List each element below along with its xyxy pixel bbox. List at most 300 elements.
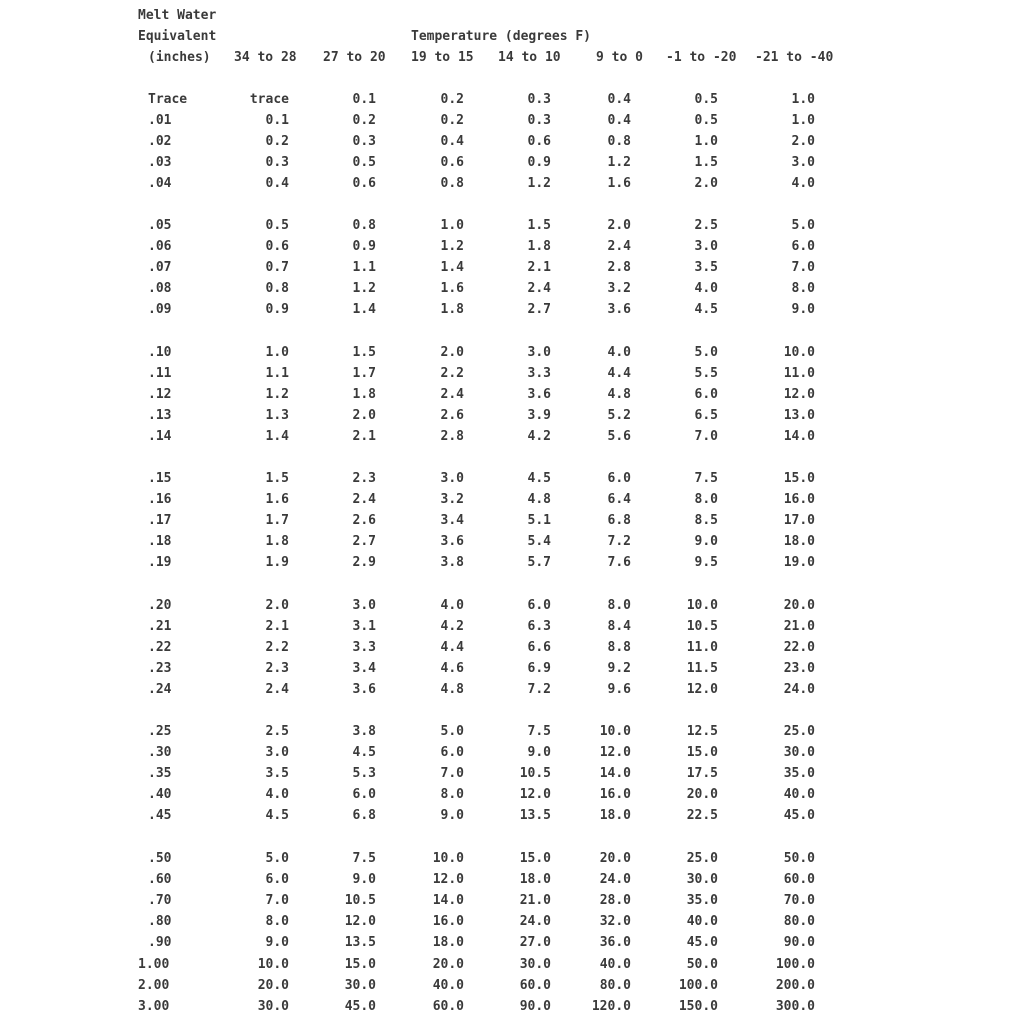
- table-cell: 1.0: [694, 134, 718, 150]
- table-cell: 8.0: [440, 787, 464, 803]
- table-cell: 1.2: [527, 176, 551, 192]
- table-cell: 0.5: [694, 92, 718, 107]
- row-label: 2.00: [138, 977, 170, 993]
- table-cell: 2.7: [527, 302, 551, 318]
- table-cell: 24.0: [783, 682, 815, 698]
- column-header: 27 to 20: [323, 50, 386, 65]
- table-cell: 25.0: [686, 851, 718, 866]
- table-cell: 8.8: [607, 640, 631, 656]
- table-cell: 9.0: [791, 302, 815, 318]
- table-cell: 2.5: [265, 724, 289, 739]
- header-equivalent: Equivalent: [138, 29, 217, 44]
- table-cell: 28.0: [599, 893, 631, 909]
- table-cell: 90.0: [519, 998, 551, 1014]
- table-cell: 2.2: [265, 640, 289, 656]
- row-label: .17: [148, 513, 172, 529]
- table-cell: 0.5: [694, 113, 718, 129]
- table-cell: 27.0: [519, 935, 551, 951]
- table-cell: 30.0: [257, 998, 289, 1014]
- table-cell: 0.4: [265, 176, 289, 192]
- table-cell: 2.2: [440, 366, 464, 382]
- table-cell: 4.0: [791, 176, 815, 192]
- table-cell: 60.0: [519, 977, 551, 993]
- table-cell: 1.1: [265, 366, 289, 382]
- table-cell: 0.6: [527, 134, 551, 150]
- table-cell: 1.0: [440, 218, 464, 233]
- table-cell: 5.0: [440, 724, 464, 739]
- table-cell: 2.6: [352, 513, 376, 529]
- header-melt-water: Melt Water: [138, 8, 217, 23]
- table-cell: 0.6: [440, 155, 464, 171]
- table-cell: 200.0: [775, 977, 815, 993]
- table-cell: 6.0: [607, 471, 631, 486]
- table-cell: 4.2: [527, 429, 551, 445]
- table-cell: 1.2: [440, 239, 464, 255]
- table-cell: 24.0: [519, 914, 551, 930]
- row-label: .70: [148, 893, 172, 909]
- row-label: .18: [148, 534, 172, 550]
- row-label: .15: [148, 471, 172, 486]
- table-cell: 11.0: [686, 640, 718, 656]
- table-cell: 3.5: [265, 766, 289, 782]
- table-cell: 0.4: [607, 92, 631, 107]
- table-cell: 30.0: [519, 956, 551, 972]
- table-cell: 3.0: [265, 745, 289, 761]
- table-cell: 4.4: [607, 366, 631, 382]
- table-cell: 12.5: [686, 724, 718, 739]
- table-cell: 4.5: [265, 808, 289, 824]
- table-cell: 4.0: [265, 787, 289, 803]
- row-label: .12: [148, 387, 172, 403]
- table-cell: 7.0: [791, 260, 815, 276]
- table-cell: 6.8: [352, 808, 376, 824]
- row-label: .10: [148, 345, 172, 360]
- table-cell: 1.9: [265, 555, 289, 571]
- table-cell: 4.0: [694, 281, 718, 297]
- table-cell: 3.3: [352, 640, 376, 656]
- row-label: .20: [148, 598, 172, 613]
- table-cell: 9.0: [527, 745, 551, 761]
- table-cell: 36.0: [599, 935, 631, 951]
- table-cell: 0.2: [352, 113, 376, 129]
- table-cell: 1.2: [607, 155, 631, 171]
- table-cell: 2.0: [694, 176, 718, 192]
- table-cell: 5.5: [694, 366, 718, 382]
- table-cell: 15.0: [519, 851, 551, 866]
- row-label: .09: [148, 302, 172, 318]
- table-cell: 11.0: [783, 366, 815, 382]
- table-cell: 1.8: [265, 534, 289, 550]
- table-cell: 12.0: [783, 387, 815, 403]
- row-label: .07: [148, 260, 172, 276]
- table-cell: 0.2: [440, 92, 464, 107]
- table-cell: 14.0: [599, 766, 631, 782]
- table-cell: 2.0: [791, 134, 815, 150]
- table-cell: 2.8: [440, 429, 464, 445]
- table-cell: 0.9: [352, 239, 376, 255]
- table-cell: 9.2: [607, 661, 631, 677]
- table-cell: 7.5: [694, 471, 718, 486]
- table-cell: 25.0: [783, 724, 815, 739]
- table-cell: 2.4: [352, 492, 376, 508]
- table-cell: 0.8: [265, 281, 289, 297]
- table-cell: 2.6: [440, 408, 464, 424]
- column-header: -21 to -40: [755, 50, 834, 65]
- table-cell: 3.6: [607, 302, 631, 318]
- table-cell: 0.3: [352, 134, 376, 150]
- table-cell: 1.0: [791, 92, 815, 107]
- row-label: .11: [148, 366, 172, 382]
- table-cell: 7.5: [352, 851, 376, 866]
- table-cell: 22.5: [686, 808, 718, 824]
- table-cell: 80.0: [783, 914, 815, 930]
- row-label: .23: [148, 661, 172, 677]
- table-cell: 14.0: [432, 893, 464, 909]
- table-cell: 6.0: [527, 598, 551, 613]
- table-cell: 6.0: [694, 387, 718, 403]
- table-cell: 5.2: [607, 408, 631, 424]
- table-cell: 5.1: [527, 513, 551, 529]
- table-cell: 3.0: [440, 471, 464, 486]
- table-cell: 3.2: [440, 492, 464, 508]
- table-cell: 3.8: [440, 555, 464, 571]
- row-label: .13: [148, 408, 172, 424]
- table-cell: 6.0: [440, 745, 464, 761]
- table-cell: 3.4: [440, 513, 464, 529]
- table-cell: 4.5: [527, 471, 551, 486]
- table-cell: 7.6: [607, 555, 631, 571]
- table-cell: 2.4: [527, 281, 551, 297]
- table-cell: 13.5: [519, 808, 551, 824]
- row-label: 3.00: [138, 998, 170, 1014]
- table-cell: 1.4: [440, 260, 464, 276]
- column-header: 9 to 0: [596, 50, 643, 65]
- table-cell: 2.0: [352, 408, 376, 424]
- table-cell: 9.6: [607, 682, 631, 698]
- table-cell: 7.0: [265, 893, 289, 909]
- table-cell: 1.8: [527, 239, 551, 255]
- table-cell: 2.1: [527, 260, 551, 276]
- table-cell: 70.0: [783, 893, 815, 909]
- table-cell: 30.0: [344, 977, 376, 993]
- table-cell: 7.2: [607, 534, 631, 550]
- table-cell: 12.0: [686, 682, 718, 698]
- table-cell: 18.0: [519, 872, 551, 888]
- table-cell: 7.5: [527, 724, 551, 739]
- table-cell: 10.5: [686, 619, 718, 635]
- table-cell: 20.0: [686, 787, 718, 803]
- row-label: .40: [148, 787, 172, 803]
- table-cell: 2.0: [607, 218, 631, 233]
- table-cell: 3.0: [527, 345, 551, 360]
- table-cell: 10.0: [686, 598, 718, 613]
- table-cell: 17.5: [686, 766, 718, 782]
- table-cell: 4.5: [694, 302, 718, 318]
- table-cell: 1.3: [265, 408, 289, 424]
- table-cell: 0.3: [265, 155, 289, 171]
- table-cell: 2.9: [352, 555, 376, 571]
- table-cell: 0.3: [527, 92, 551, 107]
- table-cell: 6.4: [607, 492, 631, 508]
- table-cell: 0.6: [265, 239, 289, 255]
- table-cell: 1.7: [352, 366, 376, 382]
- table-cell: 3.6: [527, 387, 551, 403]
- table-cell: 80.0: [599, 977, 631, 993]
- table-cell: 1.6: [265, 492, 289, 508]
- table-cell: 9.0: [265, 935, 289, 951]
- table-cell: 23.0: [783, 661, 815, 677]
- table-cell: 1.8: [440, 302, 464, 318]
- row-label: .21: [148, 619, 172, 635]
- table-cell: 4.0: [607, 345, 631, 360]
- table-cell: 40.0: [783, 787, 815, 803]
- table-cell: 0.2: [265, 134, 289, 150]
- table-cell: 0.8: [607, 134, 631, 150]
- table-cell: 2.3: [265, 661, 289, 677]
- table-cell: 19.0: [783, 555, 815, 571]
- row-label: 1.00: [138, 956, 170, 972]
- table-cell: 3.0: [791, 155, 815, 171]
- table-cell: 90.0: [783, 935, 815, 951]
- table-cell: 1.5: [694, 155, 718, 171]
- table-cell: 6.8: [607, 513, 631, 529]
- table-cell: 3.1: [352, 619, 376, 635]
- table-cell: 2.4: [607, 239, 631, 255]
- table-cell: 1.0: [791, 113, 815, 129]
- table-cell: 10.5: [344, 893, 376, 909]
- table-cell: 1.0: [265, 345, 289, 360]
- header-temperature-title: Temperature (degrees F): [411, 29, 592, 44]
- table-cell: 8.5: [694, 513, 718, 529]
- table-cell: 0.6: [352, 176, 376, 192]
- row-label: .08: [148, 281, 172, 297]
- table-cell: 13.5: [344, 935, 376, 951]
- table-cell: 40.0: [599, 956, 631, 972]
- table-cell: 2.5: [694, 218, 718, 233]
- table-cell: 8.0: [265, 914, 289, 930]
- table-cell: 4.5: [352, 745, 376, 761]
- header-units: (inches): [148, 50, 211, 65]
- table-cell: 2.4: [265, 682, 289, 698]
- row-label: .01: [148, 113, 172, 129]
- table-cell: 45.0: [783, 808, 815, 824]
- table-cell: 45.0: [686, 935, 718, 951]
- row-label: .06: [148, 239, 172, 255]
- table-cell: 8.0: [791, 281, 815, 297]
- table-cell: 100.0: [678, 977, 718, 993]
- table-cell: 1.2: [265, 387, 289, 403]
- table-cell: trace: [249, 92, 289, 107]
- table-cell: 21.0: [783, 619, 815, 635]
- row-label: .90: [148, 935, 172, 951]
- table-cell: 5.0: [694, 345, 718, 360]
- table-cell: 40.0: [686, 914, 718, 930]
- table-cell: 60.0: [432, 998, 464, 1014]
- column-header: 34 to 28: [234, 50, 297, 65]
- table-cell: 5.4: [527, 534, 551, 550]
- table-cell: 5.0: [265, 851, 289, 866]
- table-cell: 0.4: [440, 134, 464, 150]
- table-cell: 0.2: [440, 113, 464, 129]
- table-cell: 16.0: [599, 787, 631, 803]
- table-cell: 5.3: [352, 766, 376, 782]
- table-cell: 18.0: [783, 534, 815, 550]
- table-cell: 10.0: [599, 724, 631, 739]
- table-cell: 2.1: [265, 619, 289, 635]
- row-label: .14: [148, 429, 172, 445]
- table-cell: 300.0: [775, 998, 815, 1014]
- table-cell: 6.6: [527, 640, 551, 656]
- table-cell: 14.0: [783, 429, 815, 445]
- table-cell: 1.2: [352, 281, 376, 297]
- table-cell: 7.0: [694, 429, 718, 445]
- table-cell: 3.6: [440, 534, 464, 550]
- table-cell: 30.0: [686, 872, 718, 888]
- table-cell: 7.0: [440, 766, 464, 782]
- table-cell: 2.7: [352, 534, 376, 550]
- table-cell: 3.3: [527, 366, 551, 382]
- table-cell: 16.0: [432, 914, 464, 930]
- table-cell: 9.0: [694, 534, 718, 550]
- table-cell: 18.0: [599, 808, 631, 824]
- table-cell: 3.5: [694, 260, 718, 276]
- table-cell: 0.5: [265, 218, 289, 233]
- row-label: .02: [148, 134, 172, 150]
- table-cell: 10.5: [519, 766, 551, 782]
- row-label: .30: [148, 745, 172, 761]
- table-cell: 21.0: [519, 893, 551, 909]
- table-cell: 0.7: [265, 260, 289, 276]
- table-cell: 2.0: [440, 345, 464, 360]
- table-cell: 3.2: [607, 281, 631, 297]
- row-label: .16: [148, 492, 172, 508]
- table-cell: 2.4: [440, 387, 464, 403]
- table-cell: 17.0: [783, 513, 815, 529]
- table-cell: 12.0: [599, 745, 631, 761]
- table-cell: 15.0: [686, 745, 718, 761]
- row-label: .04: [148, 176, 172, 192]
- table-cell: 60.0: [783, 872, 815, 888]
- table-cell: 8.0: [607, 598, 631, 613]
- table-cell: 4.8: [607, 387, 631, 403]
- table-cell: 2.8: [607, 260, 631, 276]
- table-cell: 3.6: [352, 682, 376, 698]
- table-cell: 12.0: [344, 914, 376, 930]
- table-cell: 10.0: [432, 851, 464, 866]
- table-cell: 4.6: [440, 661, 464, 677]
- table-cell: 0.9: [265, 302, 289, 318]
- table-cell: 7.2: [527, 682, 551, 698]
- table-cell: 16.0: [783, 492, 815, 508]
- row-label: .24: [148, 682, 172, 698]
- table-cell: 20.0: [599, 851, 631, 866]
- table-cell: 0.3: [527, 113, 551, 129]
- row-label: Trace: [148, 92, 188, 107]
- row-label: .60: [148, 872, 172, 888]
- table-cell: 6.5: [694, 408, 718, 424]
- table-cell: 5.0: [791, 218, 815, 233]
- table-cell: 2.0: [265, 598, 289, 613]
- table-cell: 1.5: [527, 218, 551, 233]
- table-cell: 3.0: [694, 239, 718, 255]
- table-cell: 1.7: [265, 513, 289, 529]
- table-cell: 30.0: [783, 745, 815, 761]
- table-cell: 6.3: [527, 619, 551, 635]
- table-cell: 0.9: [527, 155, 551, 171]
- table-cell: 6.0: [791, 239, 815, 255]
- table-cell: 120.0: [591, 998, 631, 1014]
- table-cell: 13.0: [783, 408, 815, 424]
- table-cell: 4.0: [440, 598, 464, 613]
- column-header: -1 to -20: [666, 50, 737, 65]
- table-cell: 20.0: [257, 977, 289, 993]
- row-label: .19: [148, 555, 172, 571]
- table-cell: 6.0: [265, 872, 289, 888]
- table-cell: 100.0: [775, 956, 815, 972]
- row-label: .80: [148, 914, 172, 930]
- table-cell: 0.4: [607, 113, 631, 129]
- table-cell: 32.0: [599, 914, 631, 930]
- table-cell: 5.6: [607, 429, 631, 445]
- table-cell: 0.8: [440, 176, 464, 192]
- table-cell: 1.6: [440, 281, 464, 297]
- column-header: 19 to 15: [411, 50, 474, 65]
- table-cell: 35.0: [686, 893, 718, 909]
- table-cell: 0.8: [352, 218, 376, 233]
- table-cell: 2.1: [352, 429, 376, 445]
- table-cell: 8.0: [694, 492, 718, 508]
- table-cell: 1.4: [352, 302, 376, 318]
- table-cell: 15.0: [344, 956, 376, 972]
- table-cell: 10.0: [257, 956, 289, 972]
- table-cell: 9.0: [440, 808, 464, 824]
- table-cell: 3.4: [352, 661, 376, 677]
- row-label: .05: [148, 218, 172, 233]
- table-cell: 50.0: [686, 956, 718, 972]
- table-cell: 3.8: [352, 724, 376, 739]
- table-cell: 15.0: [783, 471, 815, 486]
- table-cell: 20.0: [783, 598, 815, 613]
- table-cell: 6.0: [352, 787, 376, 803]
- table-cell: 0.1: [265, 113, 289, 129]
- table-cell: 6.9: [527, 661, 551, 677]
- table-cell: 5.7: [527, 555, 551, 571]
- table-cell: 3.0: [352, 598, 376, 613]
- row-label: .45: [148, 808, 172, 824]
- table-cell: 9.0: [352, 872, 376, 888]
- table-cell: 1.5: [265, 471, 289, 486]
- table-cell: 12.0: [519, 787, 551, 803]
- table-cell: 45.0: [344, 998, 376, 1014]
- table-cell: 4.8: [440, 682, 464, 698]
- table-cell: 1.8: [352, 387, 376, 403]
- column-header: 14 to 10: [498, 50, 561, 65]
- table-cell: 4.2: [440, 619, 464, 635]
- table-cell: 0.1: [352, 92, 376, 107]
- table-cell: 2.3: [352, 471, 376, 486]
- table-cell: 1.6: [607, 176, 631, 192]
- table-cell: 22.0: [783, 640, 815, 656]
- row-label: .22: [148, 640, 172, 656]
- table-cell: 24.0: [599, 872, 631, 888]
- table-cell: 11.5: [686, 661, 718, 677]
- table-cell: 20.0: [432, 956, 464, 972]
- table-cell: 50.0: [783, 851, 815, 866]
- table-cell: 9.5: [694, 555, 718, 571]
- table-cell: 1.1: [352, 260, 376, 276]
- table-cell: 1.5: [352, 345, 376, 360]
- table-cell: 150.0: [678, 998, 718, 1014]
